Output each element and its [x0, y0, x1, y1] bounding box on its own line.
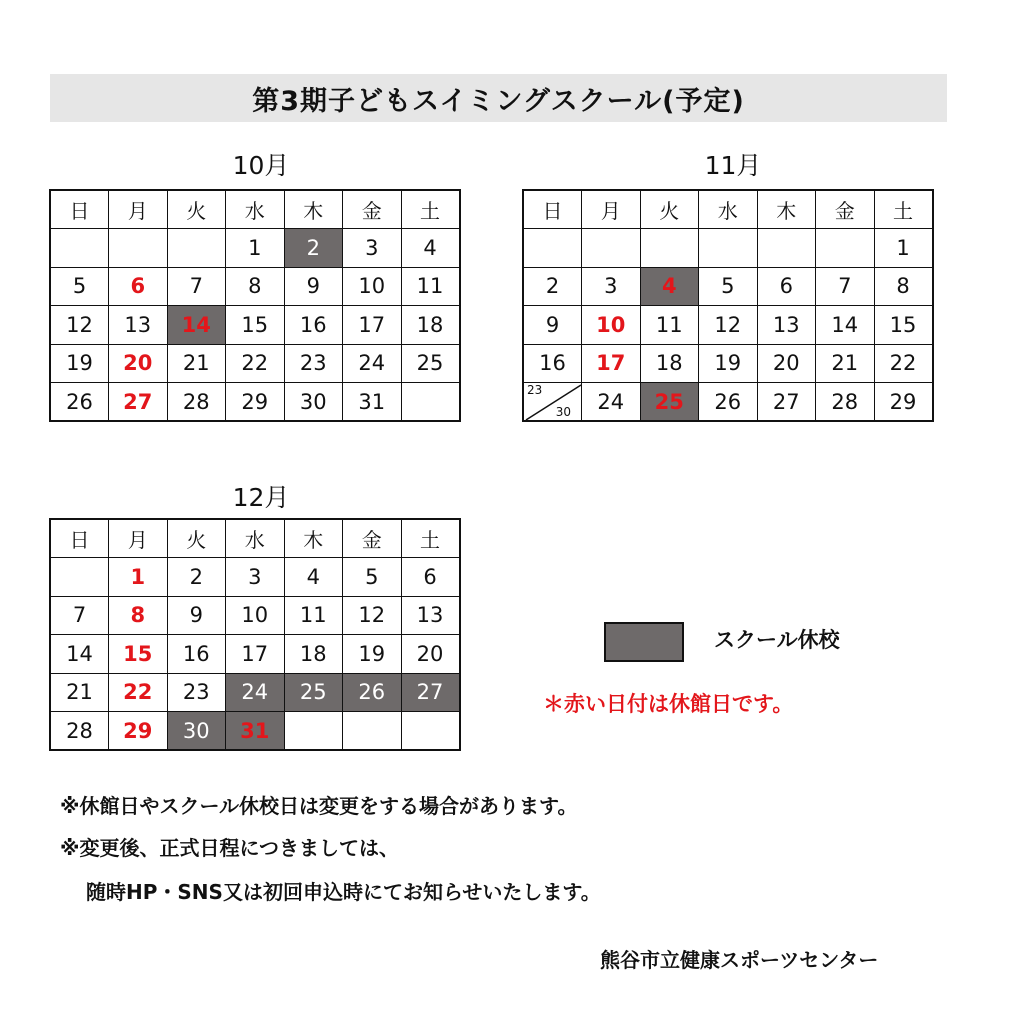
day-cell: 7 — [816, 267, 875, 306]
empty-cell — [640, 229, 699, 268]
day-cell: 28 — [816, 383, 875, 422]
weekday-header-row — [50, 190, 460, 229]
day-cell: 11 — [284, 596, 343, 635]
day-cell: 1 — [109, 558, 168, 597]
day-cell: 29 — [226, 383, 285, 422]
weekday-header: 土 — [401, 519, 460, 558]
day-cell: 15 — [109, 635, 168, 674]
day-cell: 6 — [401, 558, 460, 597]
week-row — [523, 344, 933, 383]
empty-cell — [582, 229, 641, 268]
day-cell: 5 — [699, 267, 758, 306]
day-cell: 25 — [401, 344, 460, 383]
week-row — [523, 267, 933, 306]
week-row — [523, 229, 933, 268]
day-cell: 16 — [284, 306, 343, 345]
calendar-november — [522, 189, 934, 422]
day-cell: 12 — [343, 596, 402, 635]
day-cell: 10 — [226, 596, 285, 635]
day-cell: 18 — [401, 306, 460, 345]
weekday-header-row — [50, 519, 460, 558]
day-cell: 17 — [226, 635, 285, 674]
weekday-header: 月 — [109, 190, 168, 229]
day-cell: 30 — [167, 712, 226, 751]
day-cell: 4 — [284, 558, 343, 597]
empty-cell — [757, 229, 816, 268]
day-cell: 2 — [167, 558, 226, 597]
legend-swatch — [604, 622, 684, 662]
weekday-header: 土 — [401, 190, 460, 229]
day-cell: 25 — [640, 383, 699, 422]
empty-cell — [284, 712, 343, 751]
weekday-header: 水 — [699, 190, 758, 229]
empty-cell — [401, 383, 460, 422]
day-cell: 6 — [109, 267, 168, 306]
weekday-header: 木 — [284, 519, 343, 558]
day-cell: 28 — [50, 712, 109, 751]
weekday-header: 火 — [167, 519, 226, 558]
day-cell: 13 — [401, 596, 460, 635]
day-cell: 3 — [343, 229, 402, 268]
weekday-header: 月 — [582, 190, 641, 229]
day-cell: 19 — [343, 635, 402, 674]
day-cell: 19 — [699, 344, 758, 383]
week-row — [50, 712, 460, 751]
month-label-november: 11月 — [704, 151, 762, 180]
day-cell: 2 — [284, 229, 343, 268]
day-cell: 8 — [226, 267, 285, 306]
legend-label: スクール休校 — [714, 628, 840, 652]
split-day-top: 23 — [527, 383, 543, 397]
organization-name: 熊谷市立健康スポーツセンター — [600, 948, 879, 972]
day-cell: 9 — [167, 596, 226, 635]
day-cell: 15 — [226, 306, 285, 345]
day-cell: 3 — [582, 267, 641, 306]
week-row — [50, 344, 460, 383]
empty-cell — [167, 229, 226, 268]
day-cell: 7 — [50, 596, 109, 635]
page-title — [50, 74, 947, 122]
day-cell: 1 — [874, 229, 933, 268]
day-cell: 27 — [757, 383, 816, 422]
note-line-2: ※変更後、正式日程につきましては、 — [60, 836, 400, 860]
day-cell: 10 — [343, 267, 402, 306]
split-day-bottom: 30 — [555, 405, 571, 419]
note-line-1: ※休館日やスクール休校日は変更をする場合があります。 — [60, 794, 578, 818]
day-cell: 5 — [50, 267, 109, 306]
weekday-header: 金 — [816, 190, 875, 229]
day-cell: 8 — [109, 596, 168, 635]
day-cell: 28 — [167, 383, 226, 422]
weekday-header: 火 — [640, 190, 699, 229]
day-cell: 18 — [284, 635, 343, 674]
day-cell: 14 — [167, 306, 226, 345]
day-cell: 2 — [523, 267, 582, 306]
day-cell: 13 — [109, 306, 168, 345]
split-day-cell — [523, 383, 582, 422]
week-row — [523, 306, 933, 345]
day-cell: 14 — [816, 306, 875, 345]
day-cell: 31 — [226, 712, 285, 751]
calendar-october — [49, 189, 461, 422]
weekday-header: 水 — [226, 519, 285, 558]
day-cell: 24 — [582, 383, 641, 422]
day-cell: 20 — [109, 344, 168, 383]
empty-cell — [401, 712, 460, 751]
weekday-header: 木 — [284, 190, 343, 229]
week-row — [50, 267, 460, 306]
day-cell: 3 — [226, 558, 285, 597]
weekday-header: 水 — [226, 190, 285, 229]
day-cell: 17 — [582, 344, 641, 383]
day-cell: 12 — [699, 306, 758, 345]
week-row — [50, 673, 460, 712]
weekday-header: 金 — [343, 519, 402, 558]
day-cell: 21 — [167, 344, 226, 383]
week-row — [523, 383, 933, 422]
day-cell: 4 — [640, 267, 699, 306]
day-cell: 27 — [109, 383, 168, 422]
empty-cell — [699, 229, 758, 268]
weekday-header: 日 — [523, 190, 582, 229]
day-cell: 23 — [284, 344, 343, 383]
week-row — [50, 383, 460, 422]
day-cell: 24 — [343, 344, 402, 383]
day-cell: 13 — [757, 306, 816, 345]
day-cell: 29 — [874, 383, 933, 422]
day-cell: 21 — [50, 673, 109, 712]
empty-cell — [50, 558, 109, 597]
day-cell: 27 — [401, 673, 460, 712]
weekday-header: 土 — [874, 190, 933, 229]
week-row — [50, 596, 460, 635]
day-cell: 21 — [816, 344, 875, 383]
day-cell: 5 — [343, 558, 402, 597]
day-cell: 18 — [640, 344, 699, 383]
week-row — [50, 306, 460, 345]
day-cell: 26 — [50, 383, 109, 422]
day-cell: 9 — [284, 267, 343, 306]
day-cell: 22 — [109, 673, 168, 712]
week-row — [50, 635, 460, 674]
note-line-3: 随時HP・SNS又は初回申込時にてお知らせいたします。 — [86, 880, 601, 904]
day-cell: 7 — [167, 267, 226, 306]
day-cell: 9 — [523, 306, 582, 345]
day-cell: 1 — [226, 229, 285, 268]
month-label-october: 10月 — [232, 151, 290, 180]
day-cell: 10 — [582, 306, 641, 345]
empty-cell — [816, 229, 875, 268]
day-cell: 24 — [226, 673, 285, 712]
day-cell: 19 — [50, 344, 109, 383]
empty-cell — [109, 229, 168, 268]
day-cell: 23 — [167, 673, 226, 712]
empty-cell — [523, 229, 582, 268]
day-cell: 25 — [284, 673, 343, 712]
weekday-header: 月 — [109, 519, 168, 558]
weekday-header: 火 — [167, 190, 226, 229]
day-cell: 22 — [874, 344, 933, 383]
day-cell: 17 — [343, 306, 402, 345]
weekday-header-row — [523, 190, 933, 229]
closed-day-note: ＊赤い日付は休館日です。 — [543, 692, 794, 716]
week-row — [50, 229, 460, 268]
day-cell: 26 — [699, 383, 758, 422]
day-cell: 20 — [401, 635, 460, 674]
week-row — [50, 558, 460, 597]
day-cell: 11 — [640, 306, 699, 345]
day-cell: 4 — [401, 229, 460, 268]
day-cell: 15 — [874, 306, 933, 345]
page-title-text: 第3期子どもスイミングスクール(予定) — [252, 85, 745, 117]
calendar-december — [49, 518, 461, 751]
month-label-december: 12月 — [232, 483, 290, 512]
day-cell: 11 — [401, 267, 460, 306]
day-cell: 30 — [284, 383, 343, 422]
day-cell: 12 — [50, 306, 109, 345]
weekday-header: 金 — [343, 190, 402, 229]
day-cell: 16 — [167, 635, 226, 674]
weekday-header: 日 — [50, 190, 109, 229]
weekday-header: 木 — [757, 190, 816, 229]
day-cell: 6 — [757, 267, 816, 306]
empty-cell — [343, 712, 402, 751]
weekday-header: 日 — [50, 519, 109, 558]
day-cell: 14 — [50, 635, 109, 674]
day-cell: 20 — [757, 344, 816, 383]
empty-cell — [50, 229, 109, 268]
day-cell: 29 — [109, 712, 168, 751]
day-cell: 26 — [343, 673, 402, 712]
day-cell: 31 — [343, 383, 402, 422]
day-cell: 16 — [523, 344, 582, 383]
day-cell: 8 — [874, 267, 933, 306]
day-cell: 22 — [226, 344, 285, 383]
